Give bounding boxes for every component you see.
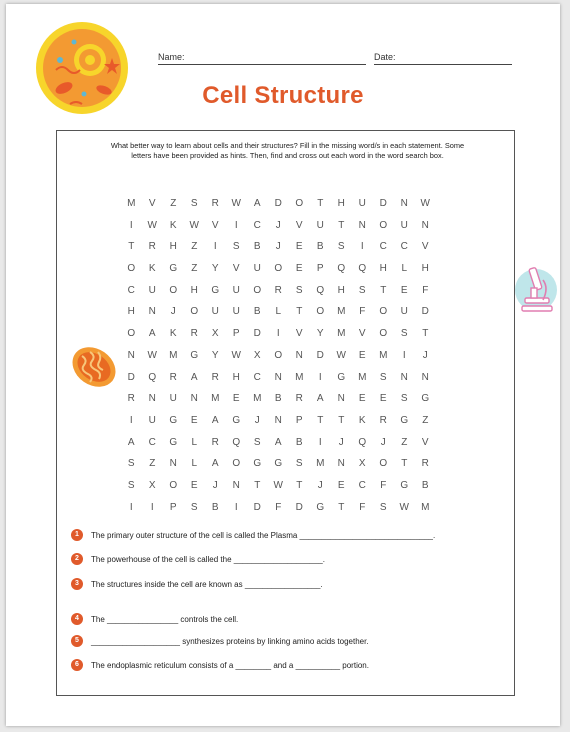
grid-letter[interactable]: S: [232, 241, 241, 253]
grid-letter[interactable]: H: [337, 284, 346, 296]
grid-letter[interactable]: O: [169, 479, 178, 491]
grid-letter[interactable]: J: [254, 414, 261, 426]
grid-letter[interactable]: W: [336, 349, 347, 361]
grid-letter[interactable]: I: [234, 219, 239, 231]
grid-letter[interactable]: S: [127, 479, 136, 491]
grid-letter[interactable]: H: [421, 263, 430, 275]
grid-letter[interactable]: B: [316, 241, 325, 253]
grid-letter[interactable]: M: [253, 393, 262, 405]
grid-letter[interactable]: I: [318, 436, 323, 448]
grid-letter[interactable]: E: [379, 393, 388, 405]
grid-letter[interactable]: N: [358, 219, 367, 231]
grid-letter[interactable]: W: [273, 479, 284, 491]
grid-letter[interactable]: U: [211, 306, 220, 318]
grid-letter[interactable]: M: [421, 501, 430, 513]
grid-letter[interactable]: X: [358, 458, 367, 470]
grid-letter[interactable]: L: [191, 436, 198, 448]
grid-letter[interactable]: L: [401, 263, 408, 275]
grid-letter[interactable]: G: [400, 479, 409, 491]
grid-letter[interactable]: S: [190, 501, 199, 513]
grid-letter[interactable]: U: [232, 306, 241, 318]
grid-letter[interactable]: A: [127, 436, 136, 448]
grid-letter[interactable]: R: [127, 393, 136, 405]
grid-letter[interactable]: J: [170, 306, 177, 318]
grid-letter[interactable]: R: [211, 198, 220, 209]
grid-letter[interactable]: K: [169, 328, 178, 340]
grid-letter[interactable]: U: [358, 198, 367, 209]
grid-letter[interactable]: S: [358, 284, 367, 296]
grid-letter[interactable]: A: [148, 328, 157, 340]
grid-letter[interactable]: O: [127, 263, 136, 275]
grid-letter[interactable]: G: [316, 501, 325, 513]
grid-letter[interactable]: Q: [358, 263, 367, 275]
grid-letter[interactable]: S: [379, 501, 388, 513]
grid-letter[interactable]: C: [148, 436, 157, 448]
grid-letter[interactable]: E: [337, 479, 346, 491]
grid-letter[interactable]: L: [275, 306, 282, 318]
grid-letter[interactable]: Z: [401, 436, 408, 448]
grid-letter[interactable]: I: [276, 328, 281, 340]
grid-letter[interactable]: A: [316, 393, 325, 405]
grid-letter[interactable]: G: [421, 393, 430, 405]
grid-letter[interactable]: B: [295, 436, 304, 448]
grid-letter[interactable]: T: [338, 414, 345, 426]
question-1: [71, 529, 435, 541]
grid-letter[interactable]: S: [379, 371, 388, 383]
grid-letter[interactable]: N: [421, 219, 430, 231]
grid-letter[interactable]: O: [379, 458, 388, 470]
grid-letter[interactable]: Q: [148, 371, 157, 383]
word-search-box: [56, 130, 515, 696]
grid-letter[interactable]: E: [190, 414, 199, 426]
grid-letter[interactable]: O: [379, 328, 388, 340]
grid-letter[interactable]: R: [148, 241, 157, 253]
grid-letter[interactable]: O: [379, 306, 388, 318]
question-text[interactable]: The structures inside the cell are known as _________________.: [91, 579, 323, 589]
grid-letter[interactable]: R: [421, 458, 430, 470]
grid-letter[interactable]: C: [358, 479, 367, 491]
grid-letter[interactable]: G: [211, 284, 220, 296]
grid-letter[interactable]: M: [316, 458, 325, 470]
grid-letter[interactable]: C: [379, 241, 388, 253]
grid-letter[interactable]: Q: [232, 436, 241, 448]
grid-letter[interactable]: H: [337, 198, 346, 209]
grid-letter[interactable]: E: [190, 479, 199, 491]
grid-letter[interactable]: O: [274, 263, 283, 275]
grid-letter[interactable]: G: [190, 349, 199, 361]
question-text[interactable]: The ________________ controls the cell.: [91, 614, 239, 624]
question-4: [71, 613, 238, 625]
grid-letter[interactable]: N: [190, 393, 199, 405]
grid-letter[interactable]: A: [253, 198, 262, 209]
question-text[interactable]: The endoplasmic reticulum consists of a ________ and a __________ portion.: [91, 660, 369, 670]
question-text[interactable]: The primary outer structure of the cell is called the Plasma ______________________________.: [91, 530, 436, 540]
question-text[interactable]: The powerhouse of the cell is called the ____________________.: [91, 554, 325, 564]
grid-letter[interactable]: E: [295, 241, 304, 253]
grid-letter[interactable]: S: [295, 458, 304, 470]
grid-letter[interactable]: B: [253, 241, 262, 253]
grid-letter[interactable]: F: [380, 479, 387, 491]
grid-letter[interactable]: J: [275, 241, 282, 253]
grid-letter[interactable]: I: [150, 501, 155, 513]
grid-letter[interactable]: O: [190, 306, 199, 318]
grid-letter[interactable]: Z: [191, 241, 198, 253]
grid-letter[interactable]: D: [421, 306, 430, 318]
grid-letter[interactable]: N: [421, 371, 430, 383]
grid-letter[interactable]: M: [379, 349, 388, 361]
grid-letter[interactable]: Y: [211, 263, 220, 275]
date-label: Date:: [374, 52, 396, 62]
question-6: [71, 659, 369, 671]
question-number: 2: [71, 553, 83, 565]
grid-letter[interactable]: G: [337, 371, 346, 383]
grid-letter[interactable]: C: [127, 284, 136, 296]
grid-letter[interactable]: B: [421, 479, 430, 491]
page-title: Cell Structure: [202, 82, 364, 109]
grid-letter[interactable]: E: [400, 284, 409, 296]
grid-letter[interactable]: R: [211, 436, 220, 448]
grid-letter[interactable]: V: [148, 198, 157, 209]
grid-letter[interactable]: U: [253, 263, 262, 275]
grid-letter[interactable]: Z: [191, 263, 198, 275]
grid-letter[interactable]: O: [127, 328, 136, 340]
grid-letter[interactable]: N: [169, 458, 178, 470]
question-number: 3: [71, 578, 83, 590]
grid-letter[interactable]: R: [190, 328, 199, 340]
grid-letter[interactable]: S: [127, 458, 136, 470]
word-search-grid[interactable]: [121, 193, 436, 518]
grid-letter[interactable]: T: [296, 479, 303, 491]
grid-letter[interactable]: T: [317, 414, 324, 426]
grid-letter[interactable]: N: [400, 371, 409, 383]
grid-letter[interactable]: N: [337, 393, 346, 405]
grid-letter[interactable]: H: [127, 306, 136, 318]
grid-letter[interactable]: B: [253, 306, 262, 318]
grid-letter[interactable]: Q: [316, 284, 325, 296]
grid-letter[interactable]: A: [211, 414, 220, 426]
grid-letter[interactable]: N: [127, 349, 136, 361]
grid-letter[interactable]: G: [400, 414, 409, 426]
grid-letter[interactable]: S: [400, 328, 409, 340]
grid-letter[interactable]: E: [358, 349, 367, 361]
grid-letter[interactable]: D: [274, 198, 283, 209]
grid-letter[interactable]: T: [401, 458, 408, 470]
grid-letter[interactable]: L: [191, 458, 198, 470]
grid-letter[interactable]: D: [316, 349, 325, 361]
grid-letter[interactable]: D: [127, 371, 136, 383]
grid-letter[interactable]: N: [337, 458, 346, 470]
question-2: [71, 553, 325, 565]
grid-letter[interactable]: N: [295, 349, 304, 361]
grid-letter[interactable]: P: [316, 263, 325, 275]
grid-letter[interactable]: Z: [170, 198, 177, 209]
grid-letter[interactable]: O: [274, 349, 283, 361]
grid-letter[interactable]: J: [422, 349, 429, 361]
grid-letter[interactable]: G: [232, 414, 241, 426]
grid-letter[interactable]: D: [295, 501, 304, 513]
grid-letter[interactable]: O: [379, 219, 388, 231]
grid-letter[interactable]: M: [337, 306, 346, 318]
grid-letter[interactable]: E: [295, 263, 304, 275]
grid-letter[interactable]: F: [359, 501, 366, 513]
grid-letter[interactable]: E: [358, 393, 367, 405]
grid-letter[interactable]: N: [400, 198, 409, 209]
grid-letter[interactable]: I: [129, 219, 134, 231]
grid-letter[interactable]: M: [358, 371, 367, 383]
grid-letter[interactable]: O: [169, 284, 178, 296]
grid-letter[interactable]: A: [211, 458, 220, 470]
grid-letter[interactable]: I: [318, 371, 323, 383]
grid-letter[interactable]: G: [253, 458, 262, 470]
grid-letter[interactable]: T: [380, 284, 387, 296]
grid-letter[interactable]: D: [379, 198, 388, 209]
question-number: 4: [71, 613, 83, 625]
grid-letter[interactable]: S: [400, 393, 409, 405]
grid-letter[interactable]: S: [253, 436, 262, 448]
grid-letter[interactable]: W: [147, 219, 158, 231]
grid-letter[interactable]: M: [295, 371, 304, 383]
grid-letter[interactable]: M: [211, 393, 220, 405]
grid-letter[interactable]: H: [169, 241, 178, 253]
grid-letter[interactable]: X: [148, 479, 157, 491]
grid-letter[interactable]: U: [232, 284, 241, 296]
grid-letter[interactable]: G: [274, 458, 283, 470]
grid-letter[interactable]: A: [274, 436, 283, 448]
grid-letter[interactable]: H: [232, 371, 241, 383]
grid-letter[interactable]: R: [274, 284, 283, 296]
grid-letter[interactable]: U: [148, 284, 157, 296]
grid-letter[interactable]: I: [402, 349, 407, 361]
instructions-text: What better way to learn about cells and their structures? Fill in the missing word/s in each statement. Some letters have been provided as hints. Then, find and cross out each word in the word search box.: [110, 141, 465, 160]
grid-letter[interactable]: O: [295, 198, 304, 209]
grid-letter[interactable]: P: [232, 328, 241, 340]
grid-letter[interactable]: T: [338, 219, 345, 231]
question-text[interactable]: ____________________ synthesizes proteins by linking amino acids together.: [91, 636, 369, 646]
grid-letter[interactable]: Y: [211, 349, 220, 361]
question-number: 5: [71, 635, 83, 647]
grid-letter[interactable]: E: [232, 393, 241, 405]
grid-letter[interactable]: S: [337, 241, 346, 253]
grid-letter[interactable]: I: [234, 501, 239, 513]
grid-letter[interactable]: T: [128, 241, 135, 253]
grid-letter[interactable]: K: [358, 414, 367, 426]
grid-letter[interactable]: N: [274, 371, 283, 383]
grid-letter[interactable]: V: [358, 328, 367, 340]
grid-letter[interactable]: V: [295, 219, 304, 231]
grid-letter[interactable]: V: [211, 219, 220, 231]
grid-letter[interactable]: Z: [149, 458, 156, 470]
grid-letter[interactable]: J: [212, 479, 219, 491]
grid-letter[interactable]: F: [275, 501, 282, 513]
grid-letter[interactable]: Q: [337, 263, 346, 275]
name-line[interactable]: [158, 64, 366, 65]
grid-letter[interactable]: J: [275, 219, 282, 231]
grid-letter[interactable]: V: [295, 328, 304, 340]
grid-letter[interactable]: U: [400, 306, 409, 318]
grid-letter[interactable]: G: [169, 263, 178, 275]
grid-letter[interactable]: R: [211, 371, 220, 383]
grid-letter[interactable]: D: [253, 501, 262, 513]
worksheet-page: [6, 4, 560, 726]
grid-letter[interactable]: V: [421, 241, 430, 253]
grid-letter[interactable]: Z: [422, 414, 429, 426]
grid-letter[interactable]: T: [317, 198, 324, 209]
grid-letter[interactable]: W: [231, 349, 242, 361]
grid-letter[interactable]: S: [190, 198, 199, 209]
grid-letter[interactable]: T: [296, 306, 303, 318]
grid-letter[interactable]: M: [127, 198, 136, 209]
grid-letter[interactable]: J: [338, 436, 345, 448]
grid-letter[interactable]: C: [253, 371, 262, 383]
question-3: [71, 578, 323, 590]
grid-letter[interactable]: M: [337, 328, 346, 340]
grid-letter[interactable]: M: [169, 349, 178, 361]
grid-letter[interactable]: W: [231, 198, 242, 209]
grid-letter[interactable]: F: [359, 306, 366, 318]
grid-letter[interactable]: W: [147, 349, 158, 361]
grid-letter[interactable]: F: [422, 284, 429, 296]
name-label: Name:: [158, 52, 185, 62]
grid-letter[interactable]: G: [169, 436, 178, 448]
grid-letter[interactable]: W: [420, 198, 431, 209]
grid-letter[interactable]: S: [295, 284, 304, 296]
grid-letter[interactable]: O: [316, 306, 325, 318]
grid-letter[interactable]: J: [380, 436, 387, 448]
grid-letter[interactable]: R: [379, 414, 388, 426]
grid-letter[interactable]: O: [253, 284, 262, 296]
grid-letter[interactable]: D: [253, 328, 262, 340]
grid-letter[interactable]: U: [148, 414, 157, 426]
grid-letter[interactable]: X: [253, 349, 262, 361]
question-number: 1: [71, 529, 83, 541]
date-line[interactable]: [374, 64, 512, 65]
grid-letter[interactable]: G: [169, 414, 178, 426]
grid-letter[interactable]: U: [400, 219, 409, 231]
grid-letter[interactable]: H: [379, 263, 388, 275]
grid-letter[interactable]: W: [399, 501, 410, 513]
grid-letter[interactable]: I: [129, 414, 134, 426]
grid-letter[interactable]: N: [148, 306, 157, 318]
grid-letter[interactable]: X: [211, 328, 220, 340]
grid-letter[interactable]: A: [190, 371, 199, 383]
grid-letter[interactable]: V: [421, 436, 430, 448]
grid-letter[interactable]: T: [254, 479, 261, 491]
grid-letter[interactable]: B: [274, 393, 283, 405]
grid-letter[interactable]: I: [129, 501, 134, 513]
grid-letter[interactable]: C: [400, 241, 409, 253]
grid-letter[interactable]: P: [169, 501, 178, 513]
grid-letter[interactable]: K: [148, 263, 157, 275]
grid-letter[interactable]: B: [211, 501, 220, 513]
grid-letter[interactable]: I: [213, 241, 218, 253]
grid-letter[interactable]: P: [295, 414, 304, 426]
microscope-icon: [514, 260, 558, 316]
grid-letter[interactable]: H: [190, 284, 199, 296]
grid-letter[interactable]: K: [169, 219, 178, 231]
grid-letter[interactable]: T: [422, 328, 429, 340]
grid-letter[interactable]: U: [169, 393, 178, 405]
grid-letter[interactable]: T: [338, 501, 345, 513]
grid-letter[interactable]: J: [317, 479, 324, 491]
grid-letter[interactable]: R: [169, 371, 178, 383]
grid-letter[interactable]: N: [232, 479, 241, 491]
question-number: 6: [71, 659, 83, 671]
grid-letter[interactable]: R: [295, 393, 304, 405]
grid-letter[interactable]: N: [274, 414, 283, 426]
grid-letter[interactable]: C: [253, 219, 262, 231]
grid-letter[interactable]: O: [232, 458, 241, 470]
grid-letter[interactable]: W: [189, 219, 200, 231]
grid-letter[interactable]: Q: [358, 436, 367, 448]
grid-letter[interactable]: V: [232, 263, 241, 275]
grid-letter[interactable]: Y: [316, 328, 325, 340]
grid-letter[interactable]: N: [148, 393, 157, 405]
grid-letter[interactable]: I: [360, 241, 365, 253]
grid-letter[interactable]: U: [316, 219, 325, 231]
question-5: [71, 635, 369, 647]
